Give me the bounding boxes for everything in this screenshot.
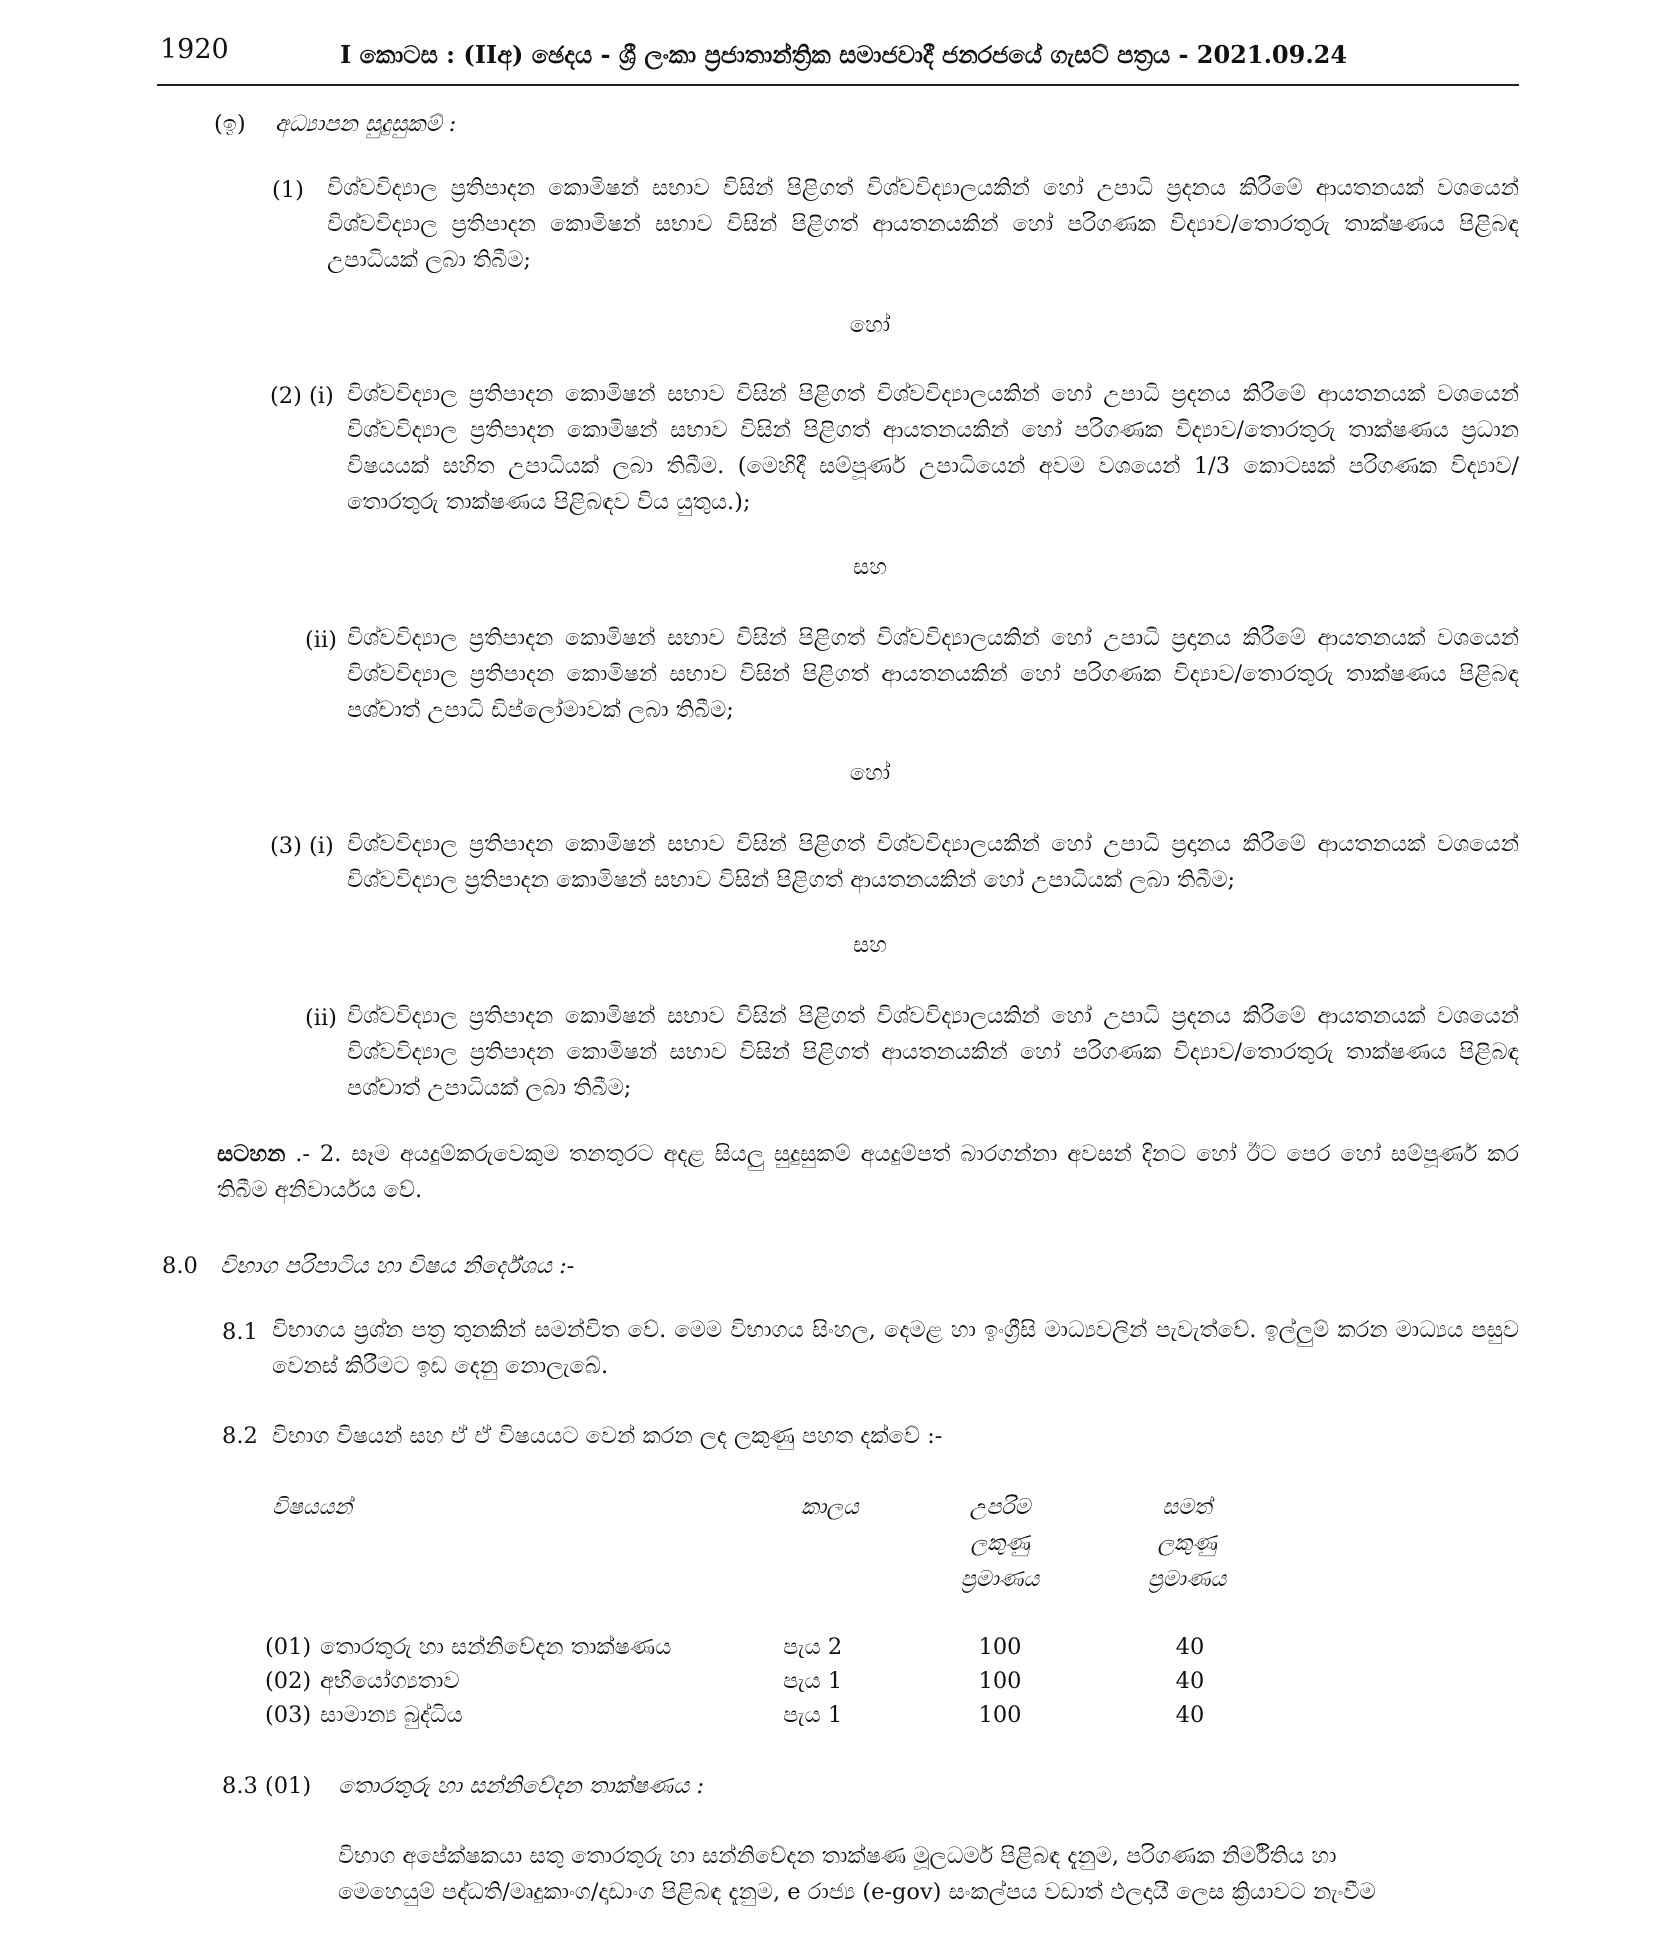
- row-time: පැය 1: [783, 1668, 843, 1694]
- row-pass-marks: 40: [1175, 1702, 1205, 1728]
- qualification-paragraph: විශ්වවිද්‍යාල ප්‍රතිපාදන කොමිෂන් සභාව විසින් පිළිගත් විශ්වවිද්‍යාලයකින් හෝ උපාධි ප්‍රදනය කිරීමේ ආයතනයක් වශයෙන් විශ්වවිද්‍යාල ප්‍රතිපාදන කොමිෂන් සභාව විසින් පිළිගත් ආයතනයකින් හෝ පරිගණක විද්‍යාව/තොරතුරු තාක්ෂණය පිළිබඳ උපාධියක් ලබා තිබීම;: [327, 175, 1519, 273]
- page-number: 1920: [160, 34, 229, 65]
- row-max-marks: 100: [978, 1702, 1022, 1728]
- connector-or: හෝ: [849, 760, 891, 786]
- note-label: සටහන: [217, 1141, 286, 1167]
- connector-or: හෝ: [849, 312, 891, 338]
- section-marker: (ඉ): [214, 111, 246, 137]
- subsection-paragraph-line: විභාග අපේක්ෂකයා සතු තොරතුරු හා සන්නිවේදන තාක්ෂණ මූලධර්ම පිළිබඳ දැනුම, පරිගණක නිර්මිතිය හා: [338, 1843, 1337, 1869]
- subsection-heading: තොරතුරු හා සන්නිවේදන තාක්ෂණය :: [338, 1773, 705, 1799]
- qualification-paragraph: විශ්වවිද්‍යාල ප්‍රතිපාදන කොමිෂන් සභාව විසින් පිළිගත් විශ්වවිද්‍යාලයකින් හෝ උපාධි ප්‍රදනය කිරීමේ ආයතනයක් වශයෙන් විශ්වවිද්‍යාල ප්‍රතිපාදන කොමිෂන් සභාව විසින් පිළිගත් ආයතනයකින් හෝ පරිගණක විද්‍යාව/තොරතුරු තාක්ෂණය ප්‍රධාන විෂයයක් සහිත උපාධියක් ලබා තිබීම. (මෙහිදී සම්පූර්ණ උපාධියෙන් අවම වශයෙන් 1/3 කොටසක් පරිගණක විද්‍යාව/තොරතුරු තාක්ෂණය පිළිබඳව විය යුතුය.);: [347, 381, 1519, 515]
- row-number: (01): [265, 1634, 312, 1660]
- table-row: [265, 1698, 311, 1732]
- table-header-time: කාලය: [801, 1495, 859, 1520]
- note-text: .- 2. සෑම අයදුම්කරුවෙකුම තනතුරට අදළ සියලු සුදුසුකම් අයදුම්පත් බාරගන්නා අවසන් දිනට හෝ ඊට පෙර හෝ සම්පූර්ණ කර තිබීම අනිවාර්යය වේ.: [217, 1141, 1519, 1203]
- row-subject: අභියෝග්‍යතාව: [320, 1668, 460, 1694]
- item-marker: (ii): [305, 627, 337, 653]
- item-marker: (3) (i): [270, 833, 334, 859]
- qualification-paragraph: විශ්වවිද්‍යාල ප්‍රතිපාදන කොමිෂන් සභාව විසින් පිළිගත් විශ්වවිද්‍යාලයකින් හෝ උපාධි ප්‍රදානය කිරීමේ ආයතනයක් වශයෙන් විශ්වවිද්‍යාල ප්‍රතිපාදන කොමිෂන් සභාව විසින් පිළිගත් ආයතනයකින් හෝ පරිගණක විද්‍යාව/තොරතුරු තාක්ෂණය පිළිබඳ පශ්චාත් උපාධි ඩිප්ලෝමාවක් ලබා තිබීම;: [347, 625, 1519, 723]
- table-row: [265, 1664, 311, 1698]
- connector-and: සහ: [853, 554, 887, 580]
- row-number: (03): [265, 1702, 312, 1728]
- table-row: [265, 1630, 311, 1664]
- subsection-number: 8.2: [222, 1423, 258, 1449]
- table-header-pass-marks: සමත් ලකුණු ප්‍රමාණය: [1147, 1495, 1227, 1592]
- item-marker: (ii): [305, 1005, 337, 1031]
- header-divider: [157, 84, 1519, 86]
- row-pass-marks: 40: [1175, 1634, 1205, 1660]
- row-time: පැය 1: [783, 1702, 843, 1728]
- row-number: (02): [265, 1668, 312, 1694]
- table-header-max-marks: උපරිම ලකුණු ප්‍රමාණය: [960, 1495, 1040, 1592]
- section-number: 8.0: [162, 1253, 198, 1279]
- subsection-number: 8.3 (01): [222, 1773, 312, 1799]
- connector-and: සහ: [853, 932, 887, 958]
- qualification-paragraph: විශ්වවිද්‍යාල ප්‍රතිපාදන කොමිෂන් සභාව විසින් පිළිගත් විශ්වවිද්‍යාලයකින් හෝ උපාධි ප්‍රදානය කිරීමේ ආයතනයක් වශයෙන් විශ්වවිද්‍යාල ප්‍රතිපාදන කොමිෂන් සභාව විසින් පිළිගත් ආයතනයකින් හෝ උපාධියක් ලබා තිබීම;: [347, 831, 1519, 893]
- item-marker: (2) (i): [270, 383, 334, 409]
- item-marker: (1): [272, 177, 304, 203]
- row-subject: සාමාන්‍ය බුද්ධිය: [320, 1702, 463, 1728]
- subsection-number: 8.1: [222, 1319, 258, 1345]
- row-max-marks: 100: [978, 1668, 1022, 1694]
- table-header-subject: විෂයයන්: [272, 1495, 353, 1520]
- qualification-paragraph: විශ්වවිද්‍යාල ප්‍රතිපාදන කොමිෂන් සභාව විසින් පිළිගත් විශ්වවිද්‍යාලයකින් හෝ උපාධි ප්‍රදනය කිරීමේ ආයතනයක් වශයෙන් විශ්වවිද්‍යාල ප්‍රතිපාදන කොමිෂන් සභාව විසින් පිළිගත් ආයතනයකින් හෝ පරිගණක විද්‍යාව/තොරතුරු තාක්ෂණය පිළිබඳ පශ්චාත් උපාධියක් ලබා තිබීම;: [347, 1003, 1519, 1101]
- gazette-header-title: I කොටස : (IIඅ) ඡෙදය - ශ්‍රී ලංකා ප්‍රජාතාන්ත්‍රික සමාජවාදී ජනරජයේ ගැසට් පත්‍රය - 2021.09.24: [340, 40, 1348, 69]
- subsection-paragraph-line: මෙහෙයුම් පද්ධති/මෘදුකාංග/දෘඩාංග පිළිබඳ දැනුම, e රාජ්‍ය (e-gov) සංකල්පය වඩාත් ඵලදායී ලෙස ක්‍රියාවට නැංවීම: [338, 1879, 1376, 1905]
- row-time: පැය 2: [783, 1634, 843, 1660]
- subsection-paragraph: විභාග විෂයන් සහ ඒ ඒ විෂයයට වෙන් කරන ලද ලකුණු පහත දක්වේ :-: [272, 1423, 943, 1449]
- section-heading: විභාග පරිපාටිය හා විෂය නිර්දේශය :-: [220, 1253, 575, 1279]
- row-pass-marks: 40: [1175, 1668, 1205, 1694]
- section-heading: අධ්‍යාපන සුදුසුකම් :: [275, 111, 457, 137]
- row-max-marks: 100: [978, 1634, 1022, 1660]
- row-subject: තොරතුරු හා සන්නිවේදන තාක්ෂණය: [320, 1634, 672, 1660]
- note-paragraph: [217, 1136, 1519, 1208]
- subsection-paragraph: විභාගය ප්‍රශ්න පත්‍ර තුනකින් සමන්විත වේ. මෙම විභාගය සිංහල, දෙමළ හා ඉංග්‍රීසි මාධ්‍යවලින් පැවැත්වේ. ඉල්ලුම් කරන මාධ්‍යය පසුව වෙනස් කිරීමට ඉඩ දෙනු නොලැබේ.: [272, 1317, 1519, 1379]
